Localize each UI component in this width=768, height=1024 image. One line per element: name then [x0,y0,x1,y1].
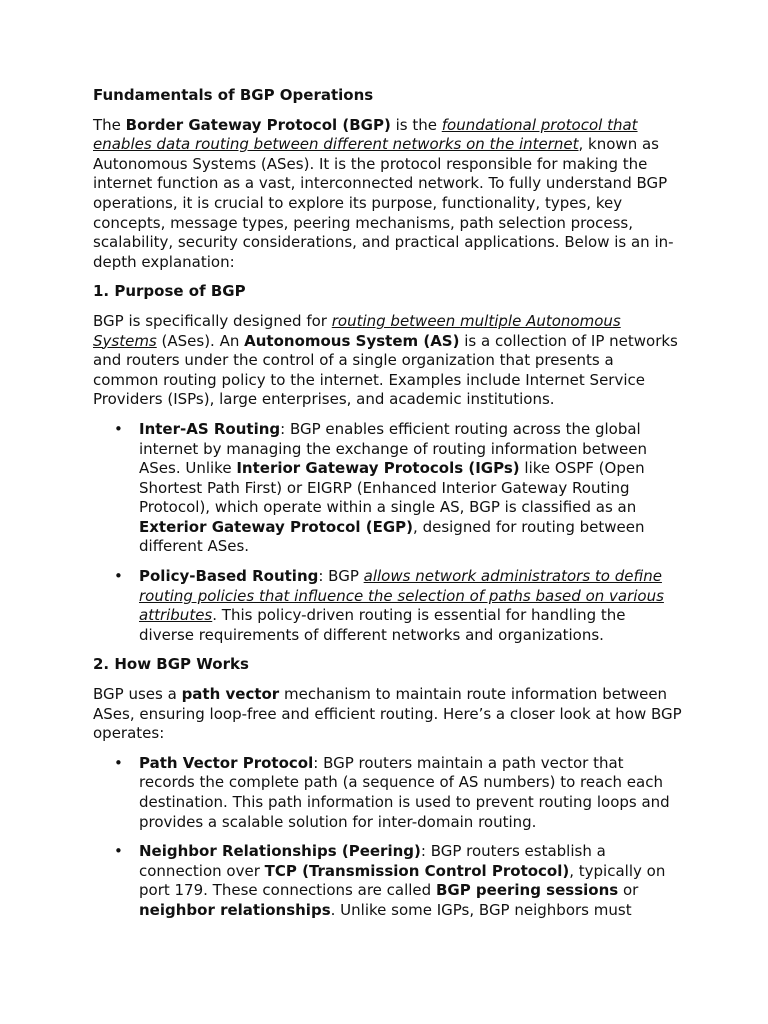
section-2-bullet-list [93,754,683,921]
s1-text-2: (ASes). An [156,331,245,350]
list-item-path-vector-protocol [93,754,683,832]
li-bold: TCP (Transmission Control Protocol) [264,861,570,880]
document-title: Fundamentals of BGP Operations [93,86,374,104]
bullet-icon: • [114,753,123,772]
document-page [93,86,683,921]
section-2-paragraph [93,685,683,744]
s2-text-1: BGP uses a [93,685,182,704]
li-text: or [618,881,639,900]
li-bold: neighbor relationships [139,900,331,919]
bullet-icon: • [114,842,123,861]
list-item-inter-as-routing [93,420,683,557]
s1-bold-as: Autonomous System (AS) [244,331,460,350]
li-link[interactable]: allows network administrators to define routing policies that influence the selection of paths based on various attributes [139,567,664,625]
intro-text-2: is the [390,115,442,134]
s2-text-2: mechanism to maintain route information between ASes, ensuring loop-free and efficient routing. Here’s a closer look at how BGP operates: [93,685,682,743]
li-text: . This policy-driven routing is essential for handling the diverse requirements of different networks and organizations. [139,606,626,644]
intro-paragraph [93,116,683,273]
section-1-heading: 1. Purpose of BGP [93,282,246,301]
li-text: : BGP routers maintain a path vector that records the complete path (a sequence of AS numbers) to reach each destination. This path information is used to prevent routing loops and provides a scalable solution for inter-domain routing. [139,753,670,831]
list-item-policy-based-routing [93,567,683,645]
li-text: , typically on port 179. These connections are called [139,861,666,900]
section-1-bullet-list [93,420,683,646]
s1-text-1: BGP is specifically designed for [93,311,332,330]
li-text: , designed for routing between different ASes. [139,517,645,556]
li-bold: Interior Gateway Protocols (IGPs) [236,459,520,478]
list-item-neighbor-relationships [93,842,683,920]
li-text: . Unlike some IGPs, BGP neighbors must [330,900,632,919]
li-text: : BGP [318,567,364,586]
li-bold: Inter-AS Routing [139,419,281,438]
li-bold: Path Vector Protocol [139,753,314,772]
li-text: : BGP routers establish a connection over [139,842,606,880]
li-text: like OSPF (Open Shortest Path First) or EIGRP (Enhanced Interior Gateway Routing Protocol), which operate within a single AS, BGP is classified as an [139,459,645,517]
intro-bold-bgp: Border Gateway Protocol (BGP) [125,115,391,134]
bullet-icon: • [114,567,123,586]
section-2-heading: 2. How BGP Works [93,655,249,674]
li-text: : BGP enables efficient routing across the global internet by managing the exchange of routing information between ASes. Unlike [139,419,647,478]
s2-bold-path-vector: path vector [181,685,280,704]
s1-text-3: is a collection of IP networks and routers under the control of a single organization that presents a common routing policy to the internet. Examples include Internet Service Providers (ISPs), large enterprises, and academic institutions. [93,331,678,409]
s1-link[interactable]: routing between multiple Autonomous Systems [93,311,621,350]
li-bold: Policy-Based Routing [139,567,319,586]
intro-text-3: , known as Autonomous Systems (ASes). It is the protocol responsible for making the internet function as a vast, interconnected network. To fully understand BGP operations, it is crucial to explore its purpose, functionality, types, key concepts, message types, peering mechanisms, path selection process, scalability, security considerations, and practical applications. Below is an in-depth explanation: [93,135,674,271]
li-bold: Exterior Gateway Protocol (EGP) [139,517,414,536]
li-bold: Neighbor Relationships (Peering) [139,842,421,861]
bullet-icon: • [114,419,123,438]
intro-link[interactable]: foundational protocol that enables data routing between different networks on the internet [93,115,638,154]
intro-text-1: The [93,115,126,134]
li-bold: BGP peering sessions [435,881,619,900]
section-1-paragraph [93,312,683,410]
